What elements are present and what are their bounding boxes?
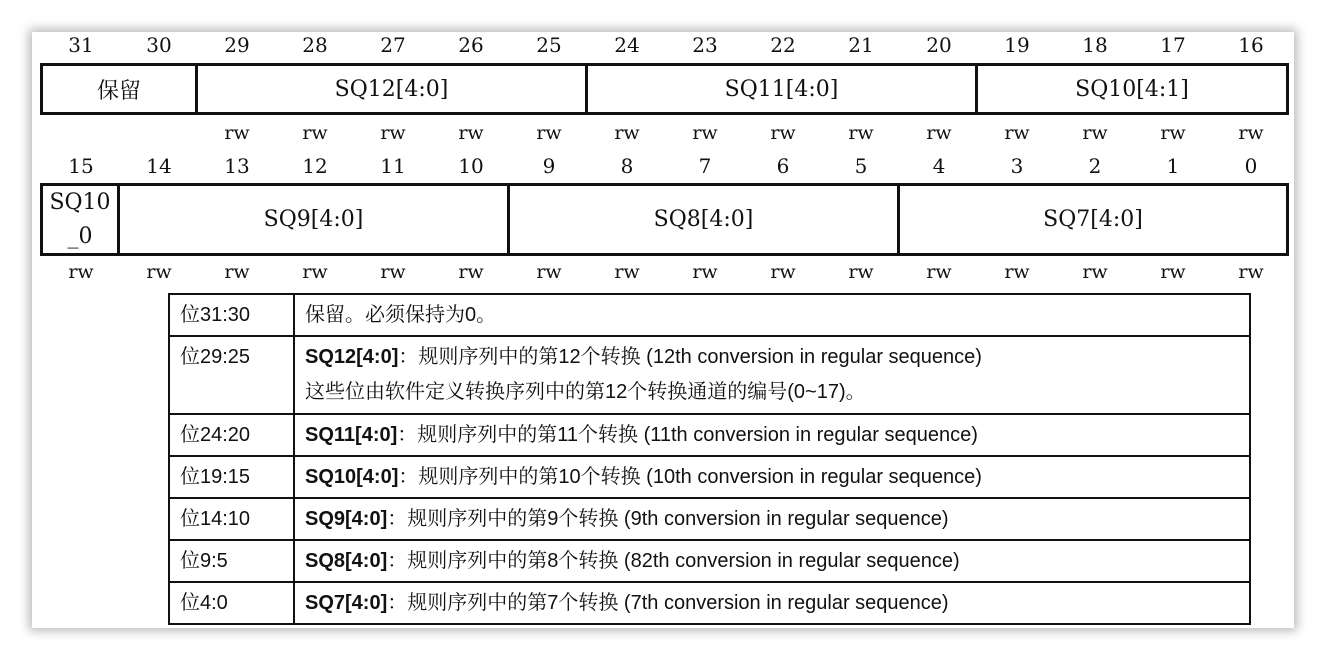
- field-name: SQ11[4:0]: [305, 424, 398, 446]
- access-type: rw: [224, 261, 250, 283]
- field-sq10-low-line1: SQ10: [49, 189, 111, 215]
- table-row: [169, 294, 1250, 336]
- bit-number: 29: [224, 33, 250, 57]
- bit-description-table: [168, 293, 1251, 625]
- bit-number: 30: [146, 33, 172, 57]
- access-type: rw: [1082, 122, 1108, 144]
- bit-number: 0: [1244, 154, 1258, 178]
- table-row: [169, 336, 1250, 414]
- access-type: rw: [146, 261, 172, 283]
- bit-description: [294, 498, 1250, 540]
- bit-number: 23: [692, 33, 718, 57]
- table-row: [169, 540, 1250, 582]
- field-name: SQ7[4:0]: [305, 592, 388, 614]
- field-sq12: SQ12[4:0]: [198, 63, 588, 115]
- field-sq7: SQ7[4:0]: [900, 183, 1289, 256]
- access-type: rw: [1238, 261, 1264, 283]
- bit-number: 2: [1088, 154, 1102, 178]
- access-type: rw: [380, 261, 406, 283]
- field-name: SQ12[4:0]: [305, 346, 399, 368]
- bit-range: 位24:20: [169, 414, 294, 456]
- field-name: SQ9[4:0]: [305, 508, 388, 530]
- bit-number: 24: [614, 33, 640, 57]
- access-type: rw: [1004, 261, 1030, 283]
- bit-description: [294, 456, 1250, 498]
- field-sq11: SQ11[4:0]: [588, 63, 978, 115]
- access-type: rw: [692, 122, 718, 144]
- access-type: rw: [458, 122, 484, 144]
- bit-range: 位19:15: [169, 456, 294, 498]
- bit-range: 位31:30: [169, 294, 294, 336]
- access-type: rw: [614, 261, 640, 283]
- access-type: rw: [380, 122, 406, 144]
- description-text: ：规则序列中的第7个转换 (7th conversion in regular sequence): [387, 592, 949, 614]
- bit-number: 28: [302, 33, 328, 57]
- access-type: rw: [926, 122, 952, 144]
- bit-description: [294, 336, 1250, 414]
- description-text: ：规则序列中的第9个转换 (9th conversion in regular sequence): [387, 508, 949, 530]
- access-type: rw: [302, 122, 328, 144]
- access-type: rw: [1004, 122, 1030, 144]
- field-name: SQ10[4:0]: [305, 466, 399, 488]
- field-sq10-low-line2: _0: [67, 223, 93, 249]
- bit-number: 10: [458, 154, 484, 178]
- bit-range: 位14:10: [169, 498, 294, 540]
- access-type: rw: [458, 261, 484, 283]
- bit-number: 19: [1004, 33, 1030, 57]
- bit-number: 25: [536, 33, 562, 57]
- table-row: [169, 414, 1250, 456]
- description-text: ：规则序列中的第10个转换 (10th conversion in regular sequence): [398, 466, 982, 488]
- bit-range: 位9:5: [169, 540, 294, 582]
- bit-number: 9: [542, 154, 556, 178]
- bit-number: 4: [932, 154, 946, 178]
- field-sq10-low: [40, 183, 120, 256]
- bit-number: 13: [224, 154, 250, 178]
- access-type: rw: [926, 261, 952, 283]
- access-type: rw: [770, 261, 796, 283]
- access-type: rw: [848, 122, 874, 144]
- table-row: [169, 456, 1250, 498]
- access-type: rw: [68, 261, 94, 283]
- bit-number: 22: [770, 33, 796, 57]
- description-extra: 这些位由软件定义转换序列中的第12个转换通道的编号(0~17)。: [305, 381, 866, 403]
- access-type: rw: [848, 261, 874, 283]
- bit-number: 1: [1166, 154, 1180, 178]
- access-type: rw: [692, 261, 718, 283]
- table-row: [169, 582, 1250, 624]
- access-type: rw: [302, 261, 328, 283]
- bit-number: 21: [848, 33, 874, 57]
- access-type: rw: [1238, 122, 1264, 144]
- bit-number: 6: [776, 154, 790, 178]
- bit-description: [294, 540, 1250, 582]
- field-sq10-high: SQ10[4:1]: [978, 63, 1289, 115]
- access-type: rw: [1082, 261, 1108, 283]
- bit-number: 20: [926, 33, 952, 57]
- bit-number: 15: [68, 154, 94, 178]
- bit-number: 5: [854, 154, 868, 178]
- bit-description: [294, 294, 1250, 336]
- field-name: SQ8[4:0]: [305, 550, 388, 572]
- description-text: ：规则序列中的第12个转换 (12th conversion in regular sequence): [398, 346, 982, 368]
- table-row: [169, 498, 1250, 540]
- access-type: rw: [536, 261, 562, 283]
- access-type: rw: [224, 122, 250, 144]
- access-type: rw: [536, 122, 562, 144]
- bit-number: 17: [1160, 33, 1186, 57]
- bit-number: 11: [380, 154, 406, 178]
- bit-number: 7: [698, 154, 712, 178]
- bit-number: 12: [302, 154, 328, 178]
- bit-range: 位29:25: [169, 336, 294, 414]
- field-sq9: SQ9[4:0]: [120, 183, 510, 256]
- bit-number: 14: [146, 154, 172, 178]
- bit-number: 3: [1010, 154, 1024, 178]
- bit-number: 31: [68, 33, 94, 57]
- bit-number: 16: [1238, 33, 1264, 57]
- field-reserved: 保留: [40, 63, 198, 115]
- description-text: 保留。必须保持为0。: [305, 304, 497, 326]
- bit-number: 8: [620, 154, 634, 178]
- bit-number: 26: [458, 33, 484, 57]
- bit-description: [294, 414, 1250, 456]
- bit-number: 27: [380, 33, 406, 57]
- field-sq8: SQ8[4:0]: [510, 183, 900, 256]
- bit-description: [294, 582, 1250, 624]
- access-type: rw: [1160, 122, 1186, 144]
- access-type: rw: [770, 122, 796, 144]
- access-type: rw: [614, 122, 640, 144]
- access-type: rw: [1160, 261, 1186, 283]
- description-text: ：规则序列中的第11个转换 (11th conversion in regular sequence): [397, 424, 978, 446]
- bit-range: 位4:0: [169, 582, 294, 624]
- bit-number: 18: [1082, 33, 1108, 57]
- description-text: ：规则序列中的第8个转换 (82th conversion in regular sequence): [387, 550, 960, 572]
